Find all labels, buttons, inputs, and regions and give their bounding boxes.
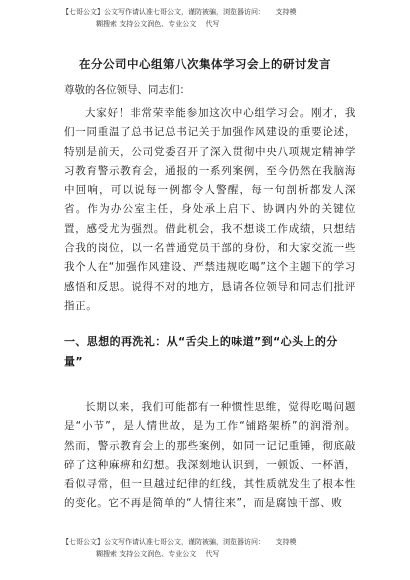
footer-banner-line-2: 糊搜索 支持公文润色、专业公文 代写 — [96, 550, 220, 558]
salutation: 尊敬的各位领导、同志们： — [64, 84, 190, 96]
body-paragraph-1: 大家好！非常荣幸能参加这次中心组学习会。刚才，我们一同重温了总书记总书记关于加强作风建设的重要论述，特别是前天，公司党委召开了深入贯彻中央八项规定精神学习教育警示教育会，通报的一系列案例，至今仍然在我脑海中回响，可以说每一例都令人警醒，每一句剖析都发人深省。作为办公室主任，身处承上启下、协调内外的关键位置，感受尤为强烈。借此机会，我不想谈工作成绩，只想结合我的岗位，以一名普通党员干部的身份，和大家交流一些我个人在“加强作风建设、严禁违规吃喝”这个主题下的学习感悟和反思。说得不对的地方，恳请各位领导和同志们批评指正。 — [64, 107, 356, 312]
section-heading-1: 一、思想的再洗礼：从“舌尖上的味道”到“心头上的分量” — [64, 335, 338, 368]
body-paragraph-2: 长期以来，我们可能都有一种惯性思维，觉得吃喝问题是“小节”，是人情世故，是为工作“铺路架桥”的润滑剂。 然而，警示教育会上的那些案例，如同一记记重锤，彻底敲碎了这种麻痹和幻想。我深刻地认识到，一顿饭、一杯酒，看似寻常，但一旦越过纪律的红线，其性质就发生了根本性的变化。它不再是简单的“人情往来”，而是腐蚀干部、败 — [64, 401, 356, 510]
header-banner-line-2: 糊搜索 支持公文润色、专业公文 代写 — [96, 20, 220, 28]
header-banner-line-1: 【七哥公文】公文写作请认准七哥公文，谨防被骗，浏览器访问： 支持模 — [62, 8, 297, 16]
document-title: 在分公司中心组第八次集体学习会上的研讨发言 — [79, 57, 331, 71]
footer-banner — [62, 536, 362, 560]
footer-banner-line-1: 【七哥公文】公文写作请认准七哥公文，谨防被骗，浏览器访问： 支持模 — [62, 538, 297, 546]
header-banner — [62, 6, 362, 30]
